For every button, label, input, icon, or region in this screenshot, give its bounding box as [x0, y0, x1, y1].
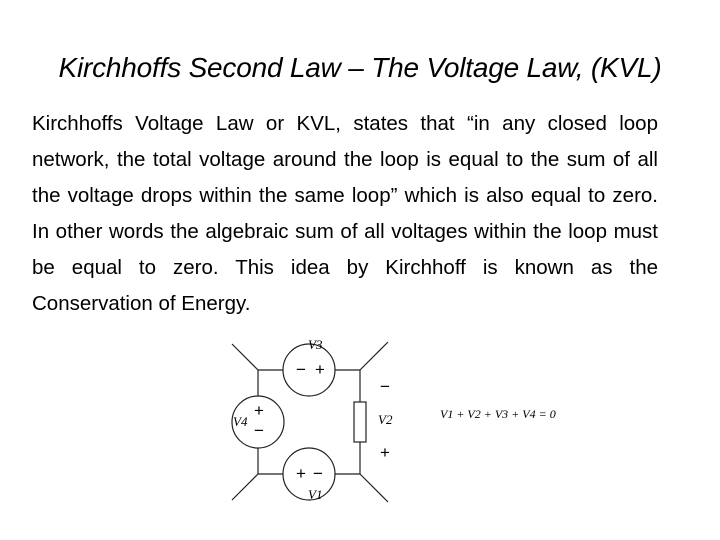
label-v4: V4	[233, 414, 248, 429]
branch-bottom-right	[360, 474, 388, 502]
v4-minus-sign: −	[254, 421, 264, 440]
branch-top-left	[232, 344, 258, 370]
kvl-equation: V1 + V2 + V3 + V4 = 0	[440, 407, 556, 421]
branch-bottom-left	[232, 474, 258, 500]
branch-top-right	[360, 342, 388, 370]
label-v1: V1	[308, 487, 323, 502]
v1-plus-sign: +	[296, 464, 306, 483]
slide-title: Kirchhoffs Second Law – The Voltage Law, (KVL)	[58, 52, 662, 83]
v4-plus-sign: +	[254, 401, 264, 420]
resistor-v2	[354, 402, 366, 442]
v3-plus-sign: +	[315, 360, 325, 379]
slide-body-text: Kirchhoffs Voltage Law or KVL, states that “in any closed loop network, the total voltage around the loop is equal to the sum of all the voltage drops within the same loop” which is also equal to zero. In other words the algebraic sum of all voltages within the loop must be equal to zero. This idea by Kirchhoff is known as the Conservation of Energy.	[32, 112, 658, 315]
v1-minus-sign: −	[313, 464, 323, 483]
v2-minus-sign: −	[380, 377, 390, 396]
v2-plus-sign: +	[380, 443, 390, 462]
label-v3: V3	[308, 338, 323, 352]
kvl-circuit-figure	[228, 338, 582, 504]
label-v2: V2	[378, 412, 393, 427]
v3-minus-sign: −	[296, 360, 306, 379]
kvl-circuit-diagram	[228, 338, 582, 504]
